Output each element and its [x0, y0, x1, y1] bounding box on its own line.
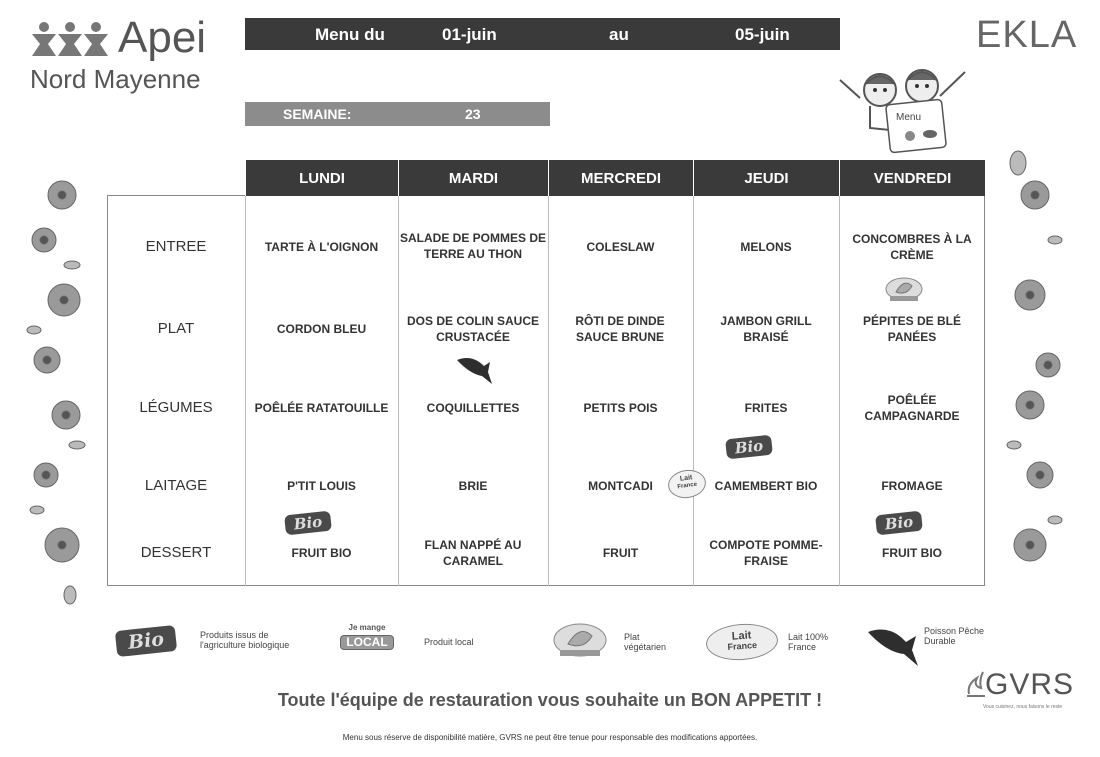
menu-label: Menu du — [315, 25, 385, 44]
flower-border-left-icon — [22, 165, 92, 615]
menu-cell: JAMBON GRILL BRAISÉ — [720, 313, 812, 344]
kids-mascot-icon — [830, 58, 980, 158]
menu-cell: MONTCADI — [588, 478, 653, 493]
legend-lait-text: Lait 100% France — [788, 632, 829, 653]
menu-cell: FRITES — [744, 400, 788, 415]
fish-badge-icon — [454, 352, 494, 388]
local-badge-top: Je mange — [348, 623, 386, 632]
menu-cell: PETITS POIS — [583, 400, 658, 415]
menu-cell: RÔTI DE DINDE SAUCE BRUNE — [575, 313, 665, 344]
org-region: Nord Mayenne — [30, 64, 201, 94]
ekla-logo: EKLA — [976, 14, 1078, 56]
row-label-dessert: DESSERT — [140, 544, 212, 561]
legend-local-text: Produit local — [424, 637, 474, 647]
date-to: 05-juin — [735, 25, 790, 44]
legend-bio-badge: Bio — [115, 625, 177, 657]
menu-cell: CAMEMBERT BIO — [714, 478, 818, 493]
bon-appetit-message: Toute l'équipe de restauration vous souhaite un BON APPETIT ! — [277, 690, 823, 710]
week-label: SEMAINE: — [283, 106, 352, 122]
legend-fish-text: Poisson Pêche Durable — [924, 626, 985, 647]
menu-cell: FLAN NAPPÉ AU CARAMEL — [424, 537, 522, 568]
row-label-entree: ENTREE — [145, 238, 207, 255]
mascot-card-text: Menu — [896, 112, 922, 123]
menu-cell: DOS DE COLIN SAUCE CRUSTACÉE — [406, 313, 539, 344]
menu-cell: FRUIT BIO — [882, 545, 942, 560]
legend-lait-top: Lait — [731, 629, 752, 643]
legend-local-badge — [340, 624, 394, 656]
menu-cell: TARTE À L'OIGNON — [264, 239, 379, 254]
bio-badge-vendredi-dessert: Bio — [875, 511, 923, 536]
menu-cell: COMPOTE POMME-FRAISE — [709, 537, 823, 568]
legend-fish-icon — [866, 624, 920, 668]
flower-border-right-icon — [1000, 145, 1070, 595]
menu-date-bar — [245, 18, 840, 50]
menu-cell: SALADE DE POMMES DE TERRE AU THON — [400, 230, 547, 261]
legend-vegetarian-icon — [552, 622, 608, 658]
menu-cell: FRUIT — [602, 545, 639, 560]
gvrs-logo: GVRS — [985, 668, 1075, 701]
legend-lait-bottom: France — [727, 640, 758, 653]
menu-cell: POÊLÉE CAMPAGNARDE — [864, 392, 960, 423]
menu-cell: FROMAGE — [881, 478, 943, 493]
menu-cell: P'TIT LOUIS — [287, 478, 356, 493]
menu-cell: FRUIT BIO — [291, 545, 352, 560]
bio-badge-lundi-dessert: Bio — [284, 511, 332, 536]
vegetarian-badge-icon — [884, 276, 924, 302]
week-number: 23 — [465, 106, 481, 122]
menu-cell: POÊLÉE RATATOUILLE — [254, 400, 389, 415]
day-header-lundi: LUNDI — [245, 160, 398, 196]
day-header-mercredi: MERCREDI — [548, 160, 693, 196]
row-label-legumes: LÉGUMES — [139, 399, 213, 416]
bio-badge-jeudi-laitage: Bio — [725, 435, 773, 460]
local-badge-bottom: LOCAL — [340, 635, 394, 650]
lait-badge-top: Lait — [679, 474, 693, 483]
week-bar — [245, 102, 550, 126]
menu-cell: BRIE — [458, 478, 488, 493]
legend-vegetarian-text: Plat végétarien — [624, 632, 667, 653]
apei-logo-icon — [30, 20, 110, 58]
row-label-plat: PLAT — [157, 320, 195, 337]
row-label-laitage: LAITAGE — [144, 477, 208, 494]
date-from: 01-juin — [442, 25, 497, 44]
menu-cell: PÉPITES DE BLÉ PANÉES — [862, 313, 962, 344]
menu-cell: CONCOMBRES À LA CRÈME — [852, 231, 972, 262]
day-header-vendredi: VENDREDI — [839, 160, 985, 196]
disclaimer: Menu sous réserve de disponibilité matière, GVRS ne peut être tenue pour responsable des modifications apportées. — [342, 733, 758, 742]
gvrs-tagline: Vous cuisinez, nous faisons le reste — [983, 704, 1063, 710]
date-between: au — [609, 25, 629, 44]
org-name: Apei — [118, 13, 207, 62]
table-top-rule — [107, 195, 245, 196]
lait-badge-bottom: France — [677, 482, 698, 491]
gvrs-flame-icon — [965, 668, 987, 698]
day-header-mardi: MARDI — [398, 160, 548, 196]
menu-cell: MELONS — [740, 239, 792, 254]
menu-cell: COLESLAW — [586, 239, 655, 254]
legend-lait-badge — [705, 622, 779, 663]
menu-cell: COQUILLETTES — [426, 400, 520, 415]
legend-bio-text: Produits issus de l'agriculture biologique — [200, 630, 290, 651]
day-header-jeudi: JEUDI — [693, 160, 839, 196]
menu-cell: CORDON BLEU — [276, 321, 367, 336]
